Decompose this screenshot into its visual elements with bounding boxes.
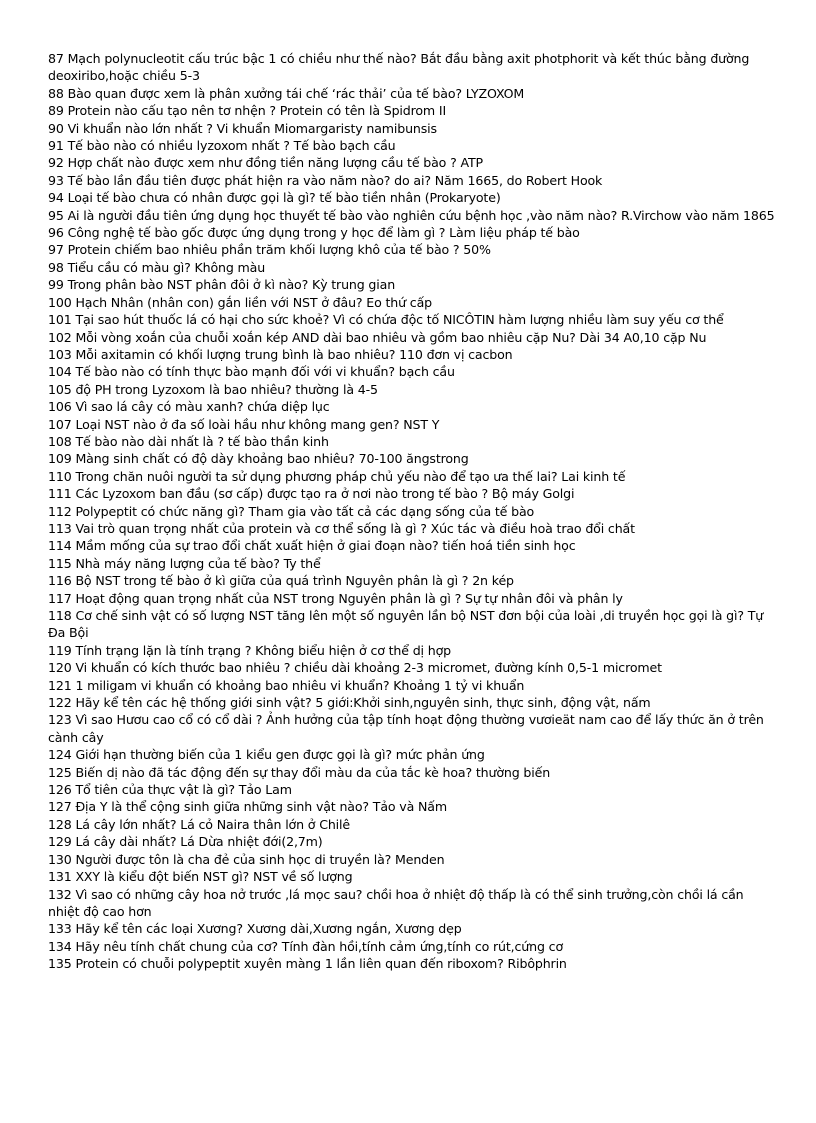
question-line: 128 Lá cây lớn nhất? Lá cỏ Naira thân lớn ở Chilê: [48, 816, 350, 832]
question-line: 104 Tế bào nào có tính thực bào mạnh đối với vi khuẩn? bạch cầu: [48, 364, 455, 380]
question-line: 95 Ai là người đầu tiên ứng dụng học thuyết tế bào vào nghiên cứu bệnh học ,vào năm nào? R.Virchow vào năm 1865: [48, 207, 775, 223]
question-line: 96 Công nghệ tế bào gốc được ứng dụng trong y học để làm gì ? Làm liệu pháp tế bào: [48, 225, 580, 241]
question-line: 123 Vì sao Hươu cao cổ có cổ dài ? Ảnh hưởng của tập tính hoạt động thường vươieät nam cao để lấy thức ăn ở trên cành cây: [48, 712, 764, 745]
question-line: 129 Lá cây dài nhất? Lá Dừa nhiệt đới(2,7m): [48, 834, 323, 850]
question-line: 102 Mỗi vòng xoắn của chuỗi xoắn kép AND dài bao nhiêu và gồm bao nhiêu cặp Nu? Dài 34 A0,10 cặp Nu: [48, 329, 707, 345]
question-line: 90 Vi khuẩn nào lớn nhất ? Vi khuẩn Miomargaristy namibunsis: [48, 120, 437, 136]
question-line: 131 XXY là kiểu đột biến NST gì? NST về số lượng: [48, 869, 353, 885]
question-line: 117 Hoạt động quan trọng nhất của NST trong Nguyên phân là gì ? Sự tự nhân đôi và phân ly: [48, 590, 623, 606]
question-line: 106 Vì sao lá cây có màu xanh? chứa diệp lục: [48, 399, 330, 415]
question-line: 111 Các Lyzoxom ban đầu (sơ cấp) được tạo ra ở nơi nào trong tế bào ? Bộ máy Golgi: [48, 486, 575, 502]
document-page: [48, 50, 778, 973]
question-line: 110 Trong chăn nuôi người ta sử dụng phương pháp chủ yếu nào để tạo ưa thế lai? Lai kinh tế: [48, 468, 626, 484]
question-line: 97 Protein chiếm bao nhiêu phần trăm khối lượng khô của tế bào ? 50%: [48, 242, 491, 258]
question-line: 119 Tính trạng lặn là tính trạng ? Không biểu hiện ở cơ thể dị hợp: [48, 642, 451, 658]
question-line: 107 Loại NST nào ở đa số loài hầu như không mang gen? NST Y: [48, 416, 440, 432]
question-line: 126 Tổ tiên của thực vật là gì? Tảo Lam: [48, 782, 292, 798]
question-line: 108 Tế bào nào dài nhất là ? tế bào thần kinh: [48, 433, 329, 449]
question-line: 127 Địa Y là thể cộng sinh giữa những sinh vật nào? Tảo và Nấm: [48, 799, 447, 815]
question-line: 103 Mỗi axitamin có khối lượng trung bình là bao nhiêu? 110 đơn vị cacbon: [48, 346, 513, 362]
question-line: 120 Vi khuẩn có kích thước bao nhiêu ? chiều dài khoảng 2-3 micromet, đường kính 0,5-1 micromet: [48, 660, 662, 676]
question-line: 113 Vai trò quan trọng nhất của protein và cơ thể sống là gì ? Xúc tác và điều hoà trao đổi chất: [48, 520, 635, 536]
question-line: 105 độ PH trong Lyzoxom là bao nhiêu? thường là 4-5: [48, 381, 378, 397]
question-line: 135 Protein có chuỗi polypeptit xuyên màng 1 lần liên quan đến riboxom? Ribôphrin: [48, 956, 567, 972]
question-line: 122 Hãy kể tên các hệ thống giới sinh vật? 5 giới:Khởi sinh,nguyên sinh, thực sinh, động vật, nấm: [48, 695, 651, 711]
question-line: 124 Giới hạn thường biến của 1 kiểu gen được gọi là gì? mức phản ứng: [48, 747, 485, 763]
question-line: 99 Trong phân bào NST phân đôi ở kì nào? Kỳ trung gian: [48, 277, 396, 293]
question-line: 114 Mầm mống của sự trao đổi chất xuất hiện ở giai đoạn nào? tiến hoá tiền sinh học: [48, 538, 576, 554]
question-line: 125 Biến dị nào đã tác động đến sự thay đổi màu da của tắc kè hoa? thường biến: [48, 764, 551, 780]
question-line: 88 Bào quan được xem là phân xưởng tái chế ‘rác thải’ của tế bào? LYZOXOM: [48, 85, 525, 101]
question-line: 89 Protein nào cấu tạo nên tơ nhện ? Protein có tên là Spidrom II: [48, 103, 447, 119]
question-line: 87 Mạch polynucleotit cấu trúc bậc 1 có chiều như thế nào? Bắt đầu bằng axit photphorit và kết thúc bằng đường deoxiribo,hoặc chiều 5-3: [48, 51, 750, 84]
question-line: 115 Nhà máy năng lượng của tế bào? Ty thể: [48, 555, 321, 571]
question-line: 118 Cơ chế sinh vật có số lượng NST tăng lên một số nguyên lần bộ NST đơn bội của loài ,di truyền học gọi là gì? Tự Đa Bội: [48, 608, 764, 641]
question-line: 112 Polypeptit có chức năng gì? Tham gia vào tất cả các dạng sống của tế bào: [48, 503, 535, 519]
question-line: 101 Tại sao hút thuốc lá có hại cho sức khoẻ? Vì có chứa độc tố NICÔTIN hàm lượng nhiều làm suy yếu cơ thể: [48, 312, 724, 328]
question-line: 132 Vì sao có những cây hoa nở trước ,lá mọc sau? chồi hoa ở nhiệt độ thấp là có thể sinh trưởng,còn chồi lá cần nhiệt độ cao hơn: [48, 886, 744, 919]
question-line: 100 Hạch Nhân (nhân con) gắn liền với NST ở đâu? Eo thứ cấp: [48, 294, 432, 310]
question-line: 93 Tế bào lần đầu tiên được phát hiện ra vào năm nào? do ai? Năm 1665, do Robert Hook: [48, 172, 603, 188]
question-line: 116 Bộ NST trong tế bào ở kì giữa của quá trình Nguyên phân là gì ? 2n kép: [48, 573, 514, 589]
question-line: 91 Tế bào nào có nhiều lyzoxom nhất ? Tế bào bạch cầu: [48, 138, 396, 154]
question-line: 133 Hãy kể tên các loại Xương? Xương dài,Xương ngắn, Xương dẹp: [48, 921, 462, 937]
question-line: 109 Màng sinh chất có độ dày khoảng bao nhiêu? 70-100 ăngstrong: [48, 451, 469, 467]
question-line: 121 1 miligam vi khuẩn có khoảng bao nhiêu vi khuẩn? Khoảng 1 tỷ vi khuẩn: [48, 677, 525, 693]
question-line: 130 Người được tôn là cha đẻ của sinh học di truyền là? Menden: [48, 851, 445, 867]
question-line: 94 Loại tế bào chưa có nhân được gọi là gì? tế bào tiền nhân (Prokaryote): [48, 190, 501, 206]
question-line: 134 Hãy nêu tính chất chung của cơ? Tính đàn hồi,tính cảm ứng,tính co rút,cứng cơ: [48, 938, 563, 954]
question-line: 98 Tiểu cầu có màu gì? Không màu: [48, 259, 266, 275]
question-line: 92 Hợp chất nào được xem như đồng tiền năng lượng cầu tế bào ? ATP: [48, 155, 483, 171]
